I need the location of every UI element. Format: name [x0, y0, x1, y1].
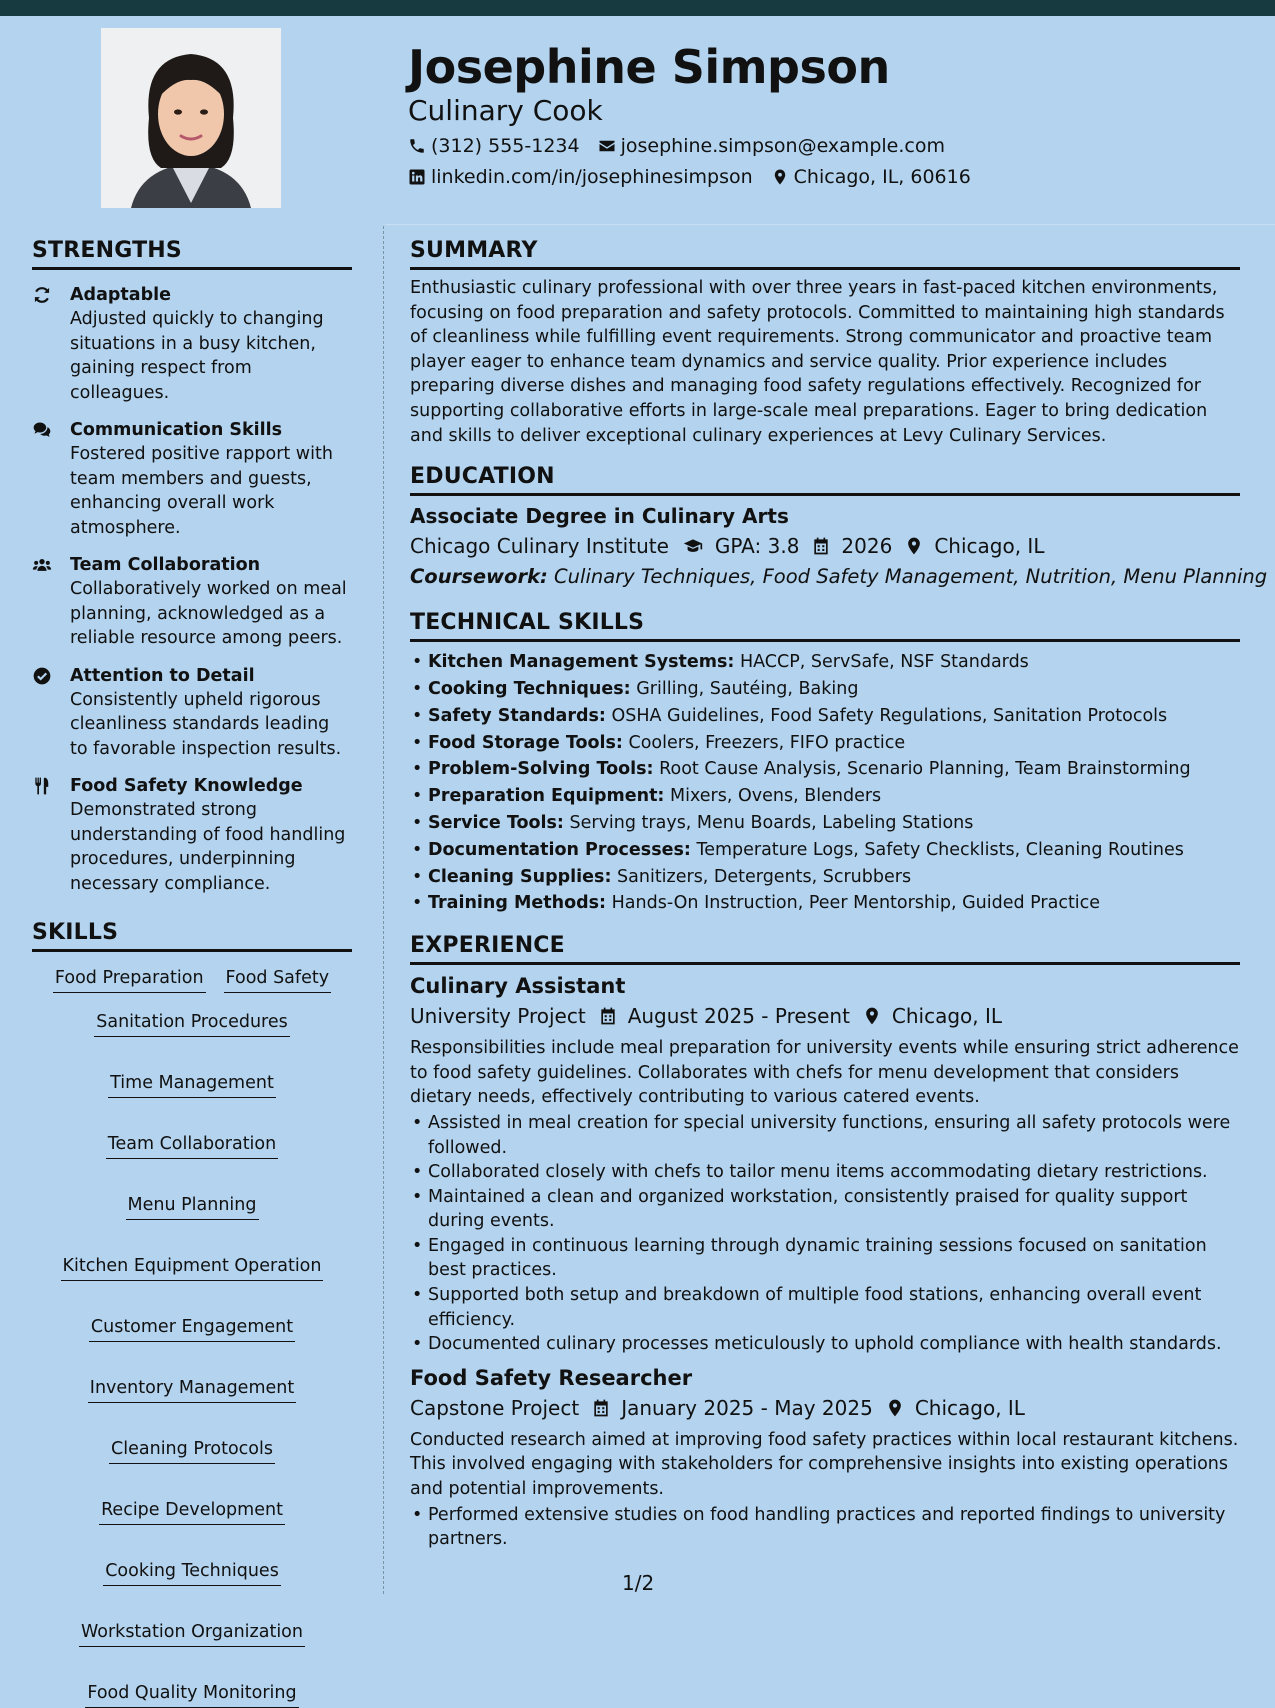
skill-values: Temperature Logs, Safety Checklists, Cleaning Routines [696, 839, 1184, 860]
strength-name: Attention to Detail [70, 665, 255, 686]
job-location: Chicago, IL [891, 1004, 1003, 1029]
technical-skills-list [410, 649, 1240, 917]
skill-values: Mixers, Ovens, Blenders [670, 786, 882, 807]
strength-item [32, 664, 352, 762]
envelope-icon [598, 137, 616, 155]
strength-name: Team Collaboration [70, 555, 261, 575]
skill-values: Grilling, Sautéing, Baking [636, 678, 859, 699]
skills-heading: SKILLS [32, 920, 352, 952]
page-number: 1/2 [622, 1571, 655, 1595]
linkedin-text: linkedin.com/in/josephinesimpson [431, 166, 753, 188]
map-pin-icon [862, 1006, 882, 1026]
strength-desc: Fostered positive rapport with team members and guests, enhancing overall work atmosphere. [70, 444, 333, 538]
job-description: Responsibilities include meal preparation for university events while ensuring strict adherence to food safety guidelines. Collaborates with chefs for menu development that considers dietary needs, effectively contributing to various catered events. [410, 1038, 1239, 1108]
graduation-cap-icon [681, 536, 705, 556]
contact-row-1 [408, 135, 963, 157]
coursework-list: Culinary Techniques, Food Safety Management, Nutrition, Menu Planning [554, 565, 1268, 589]
graduation-year: 2026 [841, 534, 893, 559]
header-divider [385, 224, 1275, 225]
education-heading: EDUCATION [410, 464, 1240, 496]
list-item: • Maintained a clean and organized workstation, consistently praised for quality support during events. [410, 1185, 1240, 1234]
coursework-line [410, 565, 1268, 589]
strength-desc: Adjusted quickly to changing situations in a busy kitchen, gaining respect from colleagues. [70, 309, 324, 403]
skill-tag: Customer Engagement [89, 1315, 295, 1342]
list-item [410, 837, 1240, 864]
calendar-icon [591, 1398, 611, 1418]
list-item: • Assisted in meal creation for special university functions, ensuring all safety protocols were followed. [410, 1111, 1240, 1160]
job-org: Capstone Project [410, 1395, 580, 1420]
phone-contact[interactable] [408, 135, 580, 157]
skill-category: Cleaning Supplies: [428, 866, 612, 887]
list-item: • Performed extensive studies on food handling practices and reported findings to university partners. [410, 1503, 1240, 1552]
skill-values: Serving trays, Menu Boards, Labeling Stations [569, 812, 974, 833]
list-item [410, 756, 1240, 783]
phone-text: (312) 555-1234 [431, 135, 580, 157]
skill-tag: Inventory Management [88, 1376, 296, 1403]
skill-category: Food Storage Tools: [428, 732, 623, 753]
strength-desc: Collaboratively worked on meal planning, acknowledged as a reliable resource among peers. [70, 579, 347, 648]
skill-values: Root Cause Analysis, Scenario Planning, Team Brainstorming [659, 759, 1191, 780]
skill-category: Documentation Processes: [428, 839, 691, 860]
email-text: josephine.simpson@example.com [620, 135, 945, 157]
users-icon [32, 555, 52, 575]
location-contact [771, 166, 971, 188]
skill-tag: Kitchen Equipment Operation [61, 1254, 324, 1281]
list-item [410, 783, 1240, 810]
list-item: • Supported both setup and breakdown of multiple food stations, enhancing overall event efficiency. [410, 1283, 1240, 1332]
strength-desc: Consistently upheld rigorous cleanliness standards leading to favorable inspection results. [70, 689, 342, 759]
summary-text: Enthusiastic culinary professional with over three years in fast-paced kitchen environments, focusing on food preparation and safety protocols. Committed to maintaining high standards of cleanliness while fulfilling event requirements. Strong communicator and proactive team player eager to enhance team dynamics and service quality. Prior experience includes preparing diverse dishes and managing food safety regulations effectively. Recognized for supporting collaborative efforts in large-scale meal preparations. Eager to bring dedication and skills to deliver exceptional culinary experiences at Levy Culinary Services. [410, 278, 1225, 446]
skill-category: Preparation Equipment: [428, 786, 665, 807]
strength-item [32, 418, 352, 540]
list-item [410, 890, 1240, 917]
job-entry [410, 974, 1240, 1357]
skill-category: Problem-Solving Tools: [428, 759, 654, 780]
skill-tag: Menu Planning [126, 1193, 259, 1220]
skill-tag: Cooking Techniques [103, 1559, 281, 1586]
calendar-icon [598, 1006, 618, 1026]
job-entry [410, 1366, 1240, 1552]
strength-item [32, 553, 352, 651]
job-bullets [410, 1111, 1240, 1357]
school-name: Chicago Culinary Institute [410, 534, 669, 559]
education-location: Chicago, IL [934, 534, 1045, 559]
skill-category: Safety Standards: [428, 705, 606, 726]
skill-tag: Workstation Organization [79, 1620, 305, 1647]
avatar [101, 28, 281, 208]
job-dates: January 2025 - May 2025 [621, 1395, 873, 1420]
job-description: Conducted research aimed at improving food safety practices within local restaurant kitchens. This involved engaging with stakeholders for comprehensive insights into existing operations and potential improvements. [410, 1429, 1239, 1500]
skill-tag: Team Collaboration [106, 1132, 278, 1159]
skill-category: Kitchen Management Systems: [428, 652, 735, 673]
email-contact[interactable] [598, 135, 945, 157]
top-bar [0, 0, 1275, 16]
skill-category: Cooking Techniques: [428, 678, 631, 699]
skill-tag: Time Management [108, 1071, 276, 1098]
experience-heading: EXPERIENCE [410, 933, 1240, 965]
contact-row-2 [408, 166, 989, 188]
skill-values: Coolers, Freezers, FIFO practice [628, 732, 906, 753]
education-meta [410, 534, 1240, 558]
list-item [410, 703, 1240, 730]
coursework-label: Coursework: [410, 565, 548, 589]
skill-tag: Food Safety [224, 966, 332, 993]
column-divider [383, 226, 384, 1594]
strength-name: Food Safety Knowledge [70, 776, 303, 796]
check-circle-icon [32, 666, 52, 686]
strengths-heading: STRENGTHS [32, 238, 352, 270]
linkedin-contact[interactable] [408, 166, 753, 188]
list-item: • Engaged in continuous learning through dynamic training sessions focused on sanitation best practices. [410, 1234, 1240, 1283]
list-item [410, 730, 1240, 757]
location-text: Chicago, IL, 60616 [793, 166, 971, 188]
skill-values: Hands-On Instruction, Peer Mentorship, Guided Practice [611, 893, 1101, 914]
right-column [410, 238, 1268, 1552]
job-role: Food Safety Researcher [410, 1365, 693, 1390]
strength-item [32, 283, 352, 405]
job-bullets [410, 1503, 1240, 1552]
list-item: • Collaborated closely with chefs to tailor menu items accommodating dietary restrictions. [410, 1160, 1240, 1185]
comments-icon [32, 420, 52, 440]
job-meta [410, 1004, 1240, 1028]
list-item [410, 676, 1240, 703]
skill-tag: Cleaning Protocols [109, 1437, 275, 1464]
map-pin-icon [904, 536, 924, 556]
skills-list [32, 966, 352, 1708]
refresh-icon [32, 285, 52, 305]
linkedin-icon [408, 168, 426, 186]
strength-item [32, 774, 352, 896]
strength-name: Communication Skills [70, 420, 283, 440]
gpa-text: GPA: 3.8 [714, 534, 800, 559]
job-location: Chicago, IL [914, 1395, 1025, 1420]
job-dates: August 2025 - Present [627, 1004, 850, 1029]
job-meta [410, 1396, 1240, 1420]
list-item [410, 810, 1240, 837]
list-item: • Documented culinary processes meticulously to uphold compliance with health standards. [410, 1332, 1240, 1357]
skill-values: OSHA Guidelines, Food Safety Regulations, Sanitation Protocols [611, 705, 1168, 726]
skill-tag: Food Preparation [53, 966, 206, 993]
skill-tag: Recipe Development [99, 1498, 285, 1525]
strength-name: Adaptable [70, 285, 171, 305]
skill-values: Sanitizers, Detergents, Scrubbers [617, 866, 912, 887]
job-org: University Project [410, 1004, 586, 1029]
degree-title: Associate Degree in Culinary Arts [410, 504, 789, 529]
skill-category: Service Tools: [428, 812, 564, 833]
map-pin-icon [771, 168, 789, 186]
map-pin-icon [885, 1398, 905, 1418]
job-title: Culinary Cook [408, 94, 603, 127]
skill-tag: Food Quality Monitoring [85, 1681, 298, 1708]
list-item [410, 649, 1240, 676]
phone-icon [408, 137, 426, 155]
summary-heading: SUMMARY [410, 238, 1240, 270]
candidate-name: Josephine Simpson [408, 40, 890, 94]
portrait-image [101, 28, 281, 208]
skill-tag: Sanitation Procedures [94, 1010, 290, 1037]
skill-category: Training Methods: [428, 893, 607, 914]
skill-values: HACCP, ServSafe, NSF Standards [739, 652, 1029, 673]
list-item [410, 864, 1240, 891]
technical-skills-heading: TECHNICAL SKILLS [410, 610, 1240, 642]
job-role: Culinary Assistant [410, 974, 626, 999]
calendar-icon [811, 536, 831, 556]
left-column [32, 238, 352, 1708]
strength-desc: Demonstrated strong understanding of food handling procedures, underpinning necessary compliance. [70, 800, 346, 894]
utensils-icon [32, 776, 52, 796]
